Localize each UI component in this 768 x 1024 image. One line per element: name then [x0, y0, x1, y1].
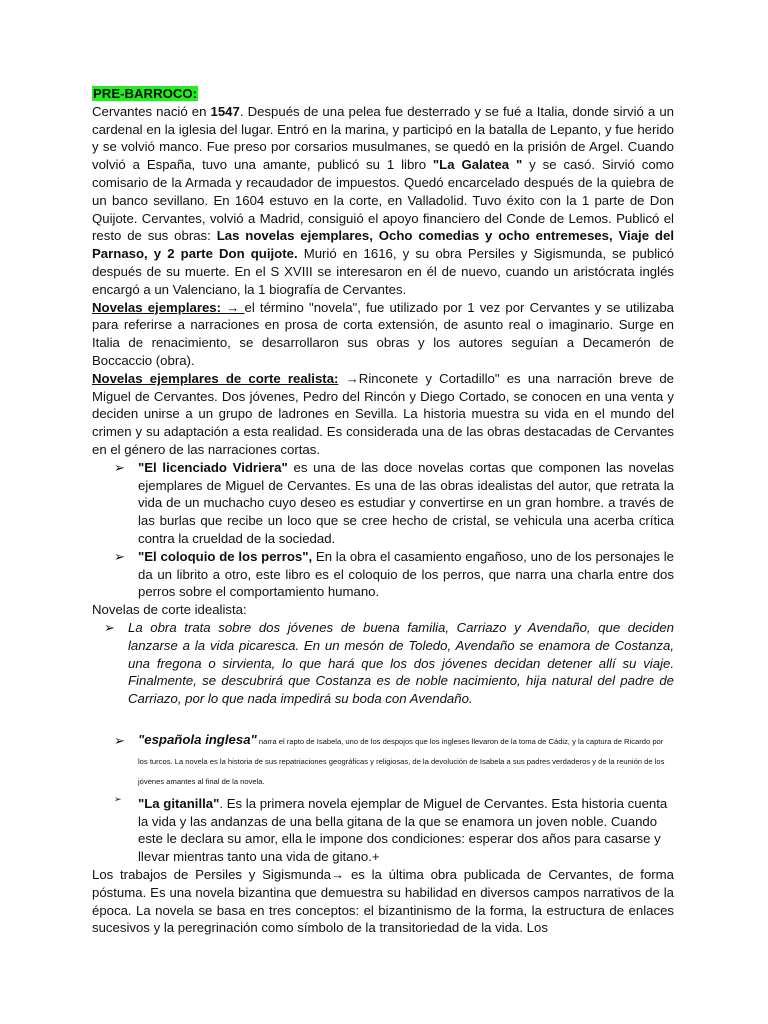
arrow-bullet-icon: ➢	[114, 793, 122, 804]
realista-label: Novelas ejemplares de corte realista:	[92, 370, 339, 386]
list-item	[104, 619, 674, 708]
espanola-title: "española inglesa"	[138, 731, 257, 747]
intro-paragraph	[92, 103, 674, 299]
idealista-label: Novelas de corte idealista:	[92, 602, 247, 618]
list-item	[114, 459, 674, 548]
arrow-bullet-icon: ➢	[114, 548, 125, 564]
list-item	[114, 793, 674, 866]
ejemplares-text: el término "novela", fue utilizado por 1 vez por Cervantes y se utilizaba para referirse a narraciones en prosa de corta extensión, de asunto real o imaginario. Surge en Italia de renacimiento, se desarrollaron sus obras y los autores seguían a Decamerón de Boccaccio (obra).	[92, 299, 674, 368]
intro-text-2: . Después de una pelea fue desterrado y se fué a Italia, donde sirvió a un cardenal en la iglesia del lugar. Entró en la marina, y participó en la batalla de Lepanto, y fue herido y se volvió manco. Fue preso por corsarios musulmanes, se quedó en la prisión de Argel. Cuando volvió a España, tuvo una amante, publicó su 1 libro	[92, 103, 674, 173]
document-page	[92, 85, 674, 937]
realista-text: →Rinconete y Cortadillo" es una narración breve de Miguel de Cervantes. Dos jóvenes, Pedro del Rincón y Diego Cortado, se conocen en una venta y deciden unirse a un grupo de ladrones en Sevilla. La historia muestra su vida en el mundo del crimen y su adaptación a esta realidad. Es considerada una de las obras destacadas de Cervantes en el género de las narraciones cortas.	[92, 370, 674, 457]
arrow-bullet-icon: ➢	[114, 732, 126, 748]
highlighted-heading: PRE-BARROCO:	[93, 86, 198, 101]
vidriera-title: "El licenciado Vidriera"	[138, 459, 288, 475]
coloquio-title: "El coloquio de los perros",	[138, 548, 313, 564]
intro-text-4: Murió en 1616, y su obra Persiles y Sigismunda, se publicó después de su muerte. En el S XVIII se interesaron en él de nuevo, cuando un aristócrata inglés encargó a un Valenciano, la 1 biografía de Cervantes.	[92, 246, 674, 297]
arrow-bullet-icon: ➢	[114, 459, 125, 475]
intro-text-1: Cervantes nació en	[92, 103, 211, 119]
idealista-text: La obra trata sobre dos jóvenes de buena familia, Carriazo y Avendaño, que deciden lanzarse a la vida picaresca. En un mesón de Toledo, Avendaño se enamora de Costanza, una fregona o sirvienta, lo que hará que los dos jóvenes decidan detener allí su viaje. Finalmente, se descubrirá que Costanza es de noble nacimiento, hija natural del padre de Carriazo, por lo que nada impedirá su boda con Avendaño.	[128, 619, 674, 707]
coloquio-text: En la obra el casamiento engañoso, uno de los personajes le da un librito a otro, este libro es el coloquio de los perros, que narra una charla entre dos perros sobre el comportamiento humano.	[138, 548, 674, 600]
ejemplares-label: Novelas ejemplares: →	[92, 299, 245, 315]
gitanilla-title: "La gitanilla"	[138, 795, 220, 811]
works-list: Las novelas ejemplares, Ocho comedias y ocho entremeses, Viaje del Parnaso, y 2 parte Don quijote.	[92, 228, 674, 262]
espanola-text: narra el rapto de Isabela, uno de los despojos que los ingleses llevaron de la toma de Cádiz, y la captura de Ricardo por los turcos. La novela es la historia de sus repatriaciones geográficas y religiosas, de la devolución de Isabela a sus padres verdaderos y de la reunión de los jóvenes amantes al final de la novela.	[138, 736, 665, 786]
intro-text-3: y se casó. Sirvió como comisario de la Armada y recaudador de impuestos. Quedó encarcelado después de la quiebra de un banco sevillano. En 1604 estuvo en la corte, en Valladolid. Tuvo éxito con la 1 parte de Don Quijote. Cervantes, volvió a Madrid, consiguió el apoyo financiero del Conde de Lemos. Publicó el resto de sus obras:	[92, 157, 674, 244]
vidriera-text: es una de las doce novelas cortas que componen las novelas ejemplares de Miguel de Cervantes. Es una de las obras idealistas del autor, que retrata la vida de un muchacho cuyo deseo es estudiar y convertirse en un gran hombre. a través de las burlas que recibe un loco que se cree hecho de cristal, se vehicula una acerba crítica contra la crueldad de la sociedad.	[138, 459, 674, 546]
ejemplares-paragraph	[92, 299, 674, 370]
persiles-paragraph: Los trabajos de Persiles y Sigismunda→ es la última obra publicada de Cervantes, de forma póstuma. Es una novela bizantina que demuestra su habilidad en diversos campos narrativos de la época. La novela se basa en tres conceptos: el bizantinismo de la forma, la estructura de enlaces sucesivos y la peregrinación como símbolo de la transitoriedad de la vida. Los	[92, 867, 674, 936]
list-item	[114, 730, 674, 791]
section-heading	[92, 85, 674, 103]
galatea-title: "La Galatea "	[432, 157, 523, 173]
realista-paragraph	[92, 370, 674, 459]
arrow-bullet-icon: ➢	[104, 619, 115, 635]
list-item	[114, 548, 674, 601]
gitanilla-text: . Es la primera novela ejemplar de Miguel de Cervantes. Esta historia cuenta la vida y las andanzas de una bella gitana de la que se enamora un joven noble. Cuando este le declara su amor, ella le impone dos condiciones: esperar dos años para casarse y llevar mientras tanto una vida de gitano.+	[138, 795, 668, 865]
birth-year: 1547	[210, 103, 240, 119]
